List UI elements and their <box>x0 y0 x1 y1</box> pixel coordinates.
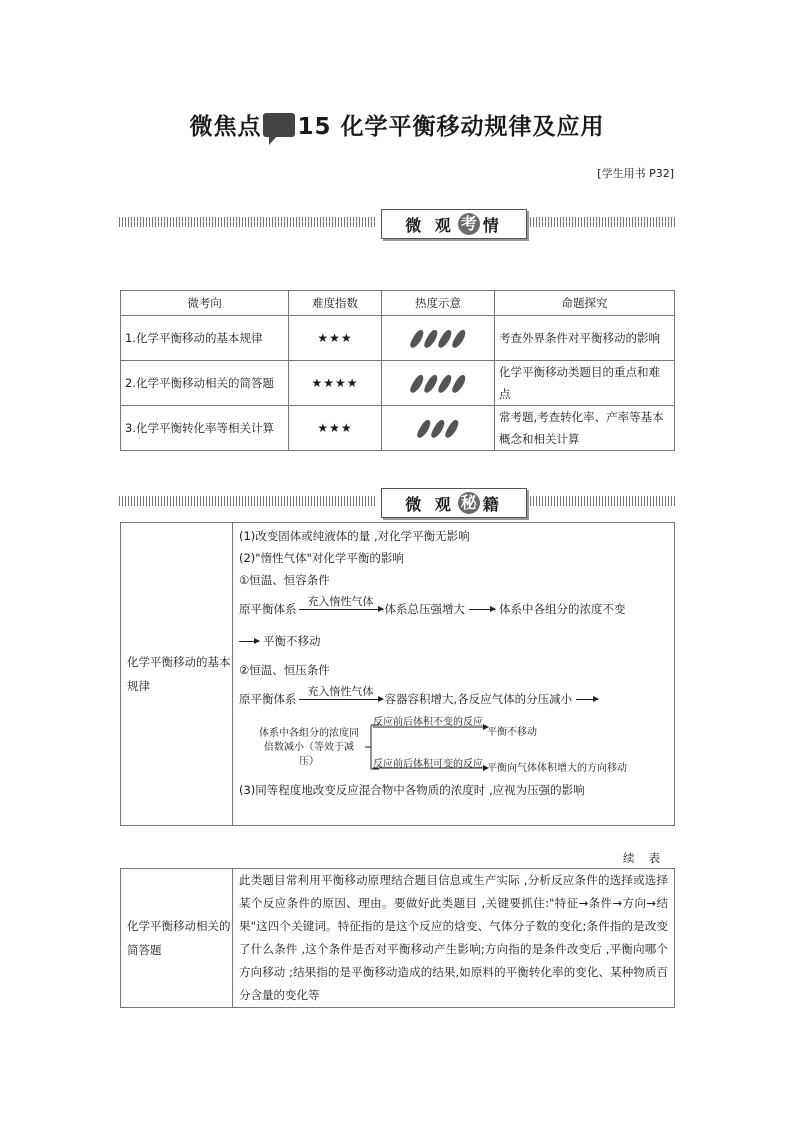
arrow-icon <box>576 699 598 700</box>
rules-content: (1)改变固体或纯液体的量 ,对化学平衡无影响 (2)"惰性气体"对化学平衡的影响 ①恒温、恒容条件 原平衡体系 充入惰性气体 体系总压强增大 体系中各组分的浓度不变 平衡不移动 ②恒温、恒压条件 原平衡体系 充入惰性气体 容器容积增大,各反应气体的分压减小 体系中各组分的浓度同倍数减小（等效于减压） 反应前后体积不变的反应 平衡不移动 反应前后体积可变的反应 平衡向气体体积增大的方向移动 (3)同等程度地改变反应混合物中各物质的浓度时 ,应视为压强的影响 <box>233 523 675 826</box>
book-reference: [学生用书 P32] <box>597 167 674 180</box>
branch-diagram: 体系中各组分的浓度同倍数减小（等效于减压） 反应前后体积不变的反应 平衡不移动 反应前后体积可变的反应 平衡向气体体积增大的方向移动 <box>239 713 668 777</box>
row-label: 化学平衡移动的基本规律 <box>121 523 233 826</box>
pepper-icon <box>437 328 454 349</box>
flow-case1-result: 平衡不移动 <box>239 633 668 649</box>
pepper-icon <box>423 373 440 394</box>
table-row: 3.化学平衡转化率等相关计算 ★★★ 常考题,考查转化率、产率等基本概念和相关计算 <box>121 406 675 451</box>
exam-table <box>120 290 675 451</box>
heat-peppers <box>382 316 495 361</box>
flow-case1: 原平衡体系 充入惰性气体 体系总压强增大 体系中各组分的浓度不变 <box>239 595 626 616</box>
difficulty-stars: ★★★ <box>289 406 382 451</box>
page-title: 微焦点 15 化学平衡移动规律及应用 <box>189 114 605 140</box>
pepper-icon <box>437 373 454 394</box>
rules-table <box>120 522 675 826</box>
pepper-icon <box>451 373 468 394</box>
heat-peppers <box>382 361 495 406</box>
arrow-icon: 充入惰性气体 <box>299 685 383 707</box>
table-row: 1.化学平衡移动的基本规律 ★★★ 考查外界条件对平衡移动的影响 <box>121 316 675 361</box>
flow-case2: 原平衡体系 充入惰性气体 容器容积增大,各反应气体的分压减小 <box>239 685 668 707</box>
arrow-icon <box>469 609 495 610</box>
row-label: 化学平衡移动相关的简答题 <box>121 869 233 1008</box>
arrow-icon <box>239 641 259 642</box>
pepper-icon <box>430 418 447 439</box>
difficulty-stars: ★★★★ <box>289 361 382 406</box>
pepper-icon <box>423 328 440 349</box>
heat-peppers <box>382 406 495 451</box>
arrow-icon: 充入惰性气体 <box>299 595 383 617</box>
difficulty-stars: ★★★ <box>289 316 382 361</box>
table-row: 2.化学平衡移动相关的简答题 ★★★★ 化学平衡移动类题目的重点和难点 <box>121 361 675 406</box>
col-header-topic: 微考向 <box>121 291 289 316</box>
continued-label: 续表 <box>623 851 674 865</box>
answer-table <box>120 868 675 1008</box>
pepper-icon <box>444 418 461 439</box>
pepper-icon <box>451 328 468 349</box>
speech-bubble-icon <box>263 113 295 137</box>
section-header-exam: 微 观 考 情 <box>119 209 675 245</box>
col-header-inquiry: 命题探究 <box>495 291 675 316</box>
col-header-difficulty: 难度指数 <box>289 291 382 316</box>
section-header-secret: 微 观 秘 籍 <box>119 488 675 524</box>
pepper-icon <box>409 373 426 394</box>
answer-content: 此类题目常利用平衡移动原理结合题目信息或生产实际 ,分析反应条件的选择或选择某个反应条件的原因、理由。要做好此类题目 ,关键要抓住:"特征→条件→方向→结果"这四个关键词。特征指的是这个反应的焓变、气体分子数的变化;条件指的是改变了什么条件 ,这个条件是否对平衡移动产生影响;方向指的是条件改变后 ,平衡向哪个方向移动 ;结果指的是平衡移动造成的结果,如原料的平衡转化率的变化、某种物质百分含量的变化等 <box>233 869 675 1008</box>
pepper-icon <box>409 328 426 349</box>
col-header-heat: 热度示意 <box>382 291 495 316</box>
pepper-icon <box>416 418 433 439</box>
